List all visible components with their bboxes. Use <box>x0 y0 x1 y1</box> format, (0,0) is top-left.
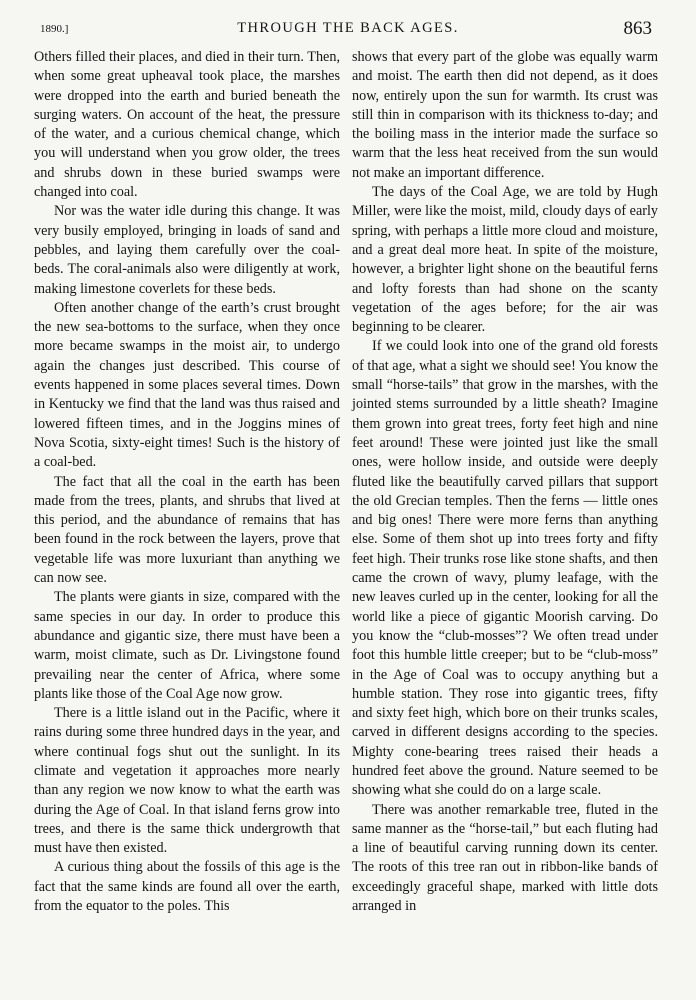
paragraph: A curious thing about the fossils of this age is the fact that the same kinds are found all over the earth, from the equator to the poles. This <box>34 859 340 915</box>
right-column <box>352 48 658 916</box>
left-column <box>34 48 340 916</box>
paragraph: There is a little island out in the Pacific, where it rains during some three hundred days in the year, and where continual fogs shut out the sunlight. In its climate and vegetation it approaches more nearly than any region we now know to what the earth was during the Age of Coal. In that island ferns grow into trees, and there is the same thick undergrowth that must have then existed. <box>34 705 340 857</box>
running-title: THROUGH THE BACK AGES. <box>237 20 459 36</box>
paragraph: Nor was the water idle during this change. It was very busily employed, bringing in loads of sand and pebbles, and laying them carefully over the coal-beds. The coral-animals also were diligently at work, making limestone coverlets for these beds. <box>34 203 340 297</box>
page-number: 863 <box>623 18 652 39</box>
paragraph: Often another change of the earth’s crust brought the new sea-bottoms to the surface, when they once more became swamps in the moist air, to undergo again the changes just described. This course of events happened in some places several times. Down in Kentucky we find that the land was thus raised and lowered fifteen times, and in the Joggins mines of Nova Scotia, sixty-eight times! Such is the history of a coal-bed. <box>34 299 340 471</box>
paragraph: Others filled their places, and died in their turn. Then, when some great upheaval took place, the marshes were dropped into the earth and buried beneath the surging waters. On account of the heat, the pressure of the water, and a curious chemical change, which you will understand when you grow older, the trees and shrubs down in these buried swamps were changed into coal. <box>34 49 340 201</box>
paragraph: There was another remarkable tree, fluted in the same manner as the “horse-tail,” but each fluting had a line of beautiful carving running down its center. The roots of this tree ran out in ribbon-like bands of exceedingly graceful shape, marked with little dots arranged in <box>352 801 658 915</box>
paragraph: The days of the Coal Age, we are told by Hugh Miller, were like the moist, mild, cloudy days of early spring, with perhaps a little more cloud and moisture, and a great deal more heat. In spite of the moisture, however, a brighter light shone on the beautiful ferns and lofty forests than had shone on the scanty vegetation of the ages before; for the air was beginning to be clearer. <box>352 184 658 336</box>
paragraph: shows that every part of the globe was equally warm and moist. The earth then did not depend, as it does now, entirely upon the sun for warmth. Its crust was still thin in comparison with its thickness to-day; and the boiling mass in the interior made the surface so warm that the less heat received from the sun would not make an important difference. <box>352 49 658 181</box>
paragraph: If we could look into one of the grand old forests of that age, what a sight we should see! You know the small “horse-tails” that grow in the marshes, with the jointed stems surrounded by a little sheath? Imagine them grown into great trees, forty feet high and nine feet around! These were jointed just like the small ones, were hollow inside, and outside were deeply fluted like the beautifully carved pillars that support the old Grecian temples. Then the ferns — little ones and big ones! There were more ferns than anything else. Some of them shot up into trees forty and fifty feet high. Their trunks rose like stone shafts, and then came the crown of wavy, plumy leafage, with the new leaves curled up in the center, looking for all the world like a piece of gigantic Moorish carving. Do you know the “club-mosses”? We often tread under foot this humble little creeper; but to be “club-moss” in the Age of Coal was to occupy anything but a humble station. They rose into gigantic trees, fifty and sixty feet high, which bore on their trunks scales, carved in different designs according to the species. Mighty cone-bearing trees raised their heads a hundred feet above the ground. Nature seemed to be showing what she could do on a large scale. <box>352 338 658 799</box>
paragraph: The fact that all the coal in the earth has been made from the trees, plants, and shrubs that lived at this period, and the abundance of remains that has been found in the rock between the layers, prove that vegetable life was more luxuriant than anything we can now see. <box>34 473 340 587</box>
header-date: 1890.] <box>40 23 69 35</box>
paragraph: The plants were giants in size, compared with the same species in our day. In order to produce this abundance and gigantic size, there must have been a warm, moist climate, such as Dr. Livingstone found prevailing near the center of Africa, where some plants like those of the Coal Age now grow. <box>34 589 340 702</box>
